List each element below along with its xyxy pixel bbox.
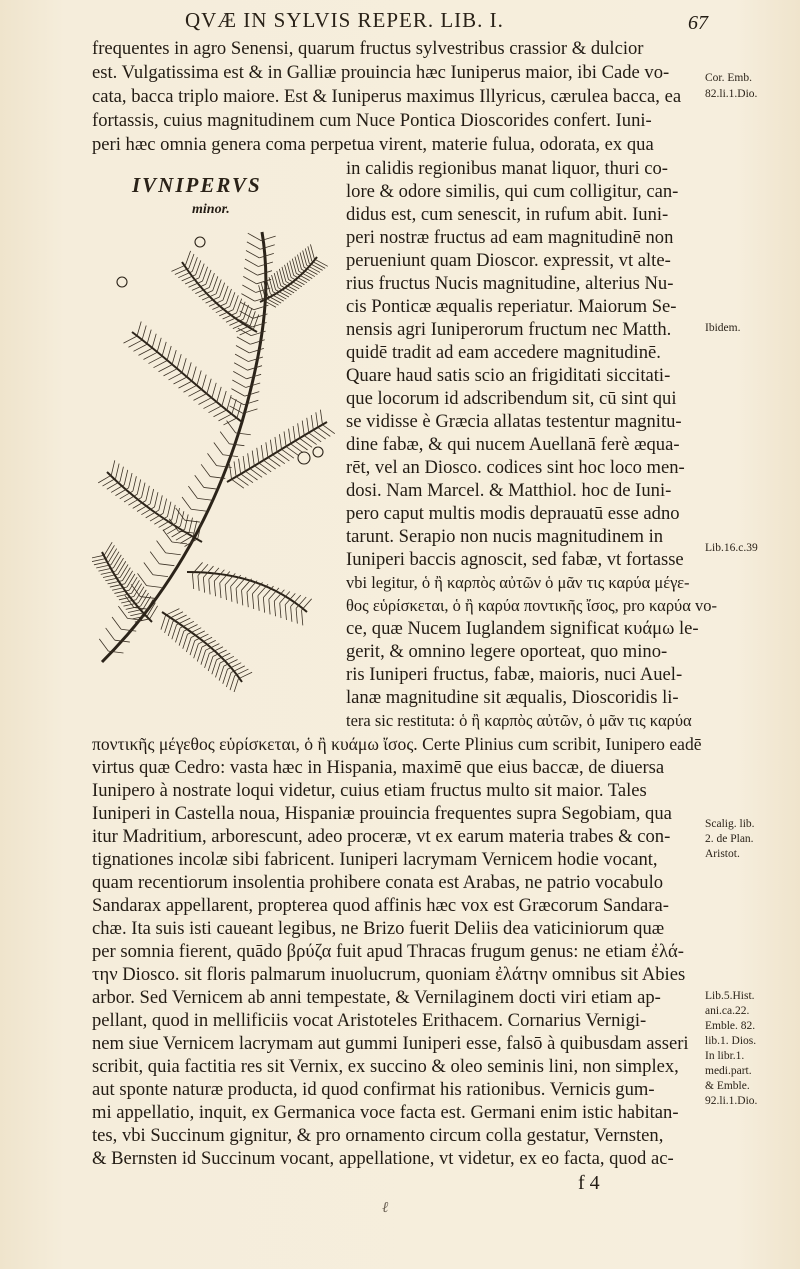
needle-stroke — [178, 381, 192, 388]
needle-stroke — [274, 601, 275, 616]
needle-stroke — [198, 576, 199, 591]
needle-stroke — [237, 299, 242, 313]
needle-stroke — [172, 625, 177, 639]
needle-stroke — [129, 577, 137, 590]
text-line: aut sponte naturæ producta, id quod confirmat his rationibus. Vernicis gum- — [92, 1079, 655, 1100]
margin-note: ani.ca.22. — [705, 1005, 750, 1017]
needle-stroke — [218, 414, 232, 421]
needle-stroke — [192, 257, 197, 271]
needle-stroke — [133, 476, 136, 491]
needle-stroke — [113, 555, 121, 568]
needle-stroke — [143, 352, 157, 359]
needle-stroke — [230, 676, 235, 690]
needle-stroke — [202, 267, 207, 281]
needle-stroke — [212, 660, 217, 674]
needle-stroke — [168, 373, 182, 380]
needle-stroke — [289, 429, 291, 444]
needle-stroke — [163, 499, 166, 514]
needle-stroke — [223, 669, 228, 683]
needle-stroke — [269, 599, 270, 614]
needle-stroke — [245, 392, 260, 397]
needle-stroke — [148, 357, 162, 364]
text-line: se vidisse è Græcia allatas testentur magnitu- — [346, 411, 682, 432]
needle-stroke — [128, 340, 142, 347]
needle-stroke — [188, 486, 197, 498]
needle-stroke — [179, 631, 184, 645]
needle-stroke — [203, 402, 217, 409]
needle-stroke — [157, 541, 166, 553]
needle-stroke — [144, 562, 153, 574]
text-line: lanæ magnitudine sit æqualis, Dioscoridis li- — [346, 687, 679, 708]
text-line: την Diosco. sit floris palmarum inuolucrum, quoniam ἐλάτην omnibus sit Abies — [92, 964, 686, 985]
illustration-subtitle: minor. — [192, 202, 230, 217]
needle-stroke — [226, 672, 231, 686]
needle-stroke — [242, 590, 243, 605]
needle-stroke — [197, 647, 202, 661]
needle-stroke — [167, 502, 170, 517]
text-line: Iuniperi baccis agnoscit, sed fabæ, vt fortasse — [346, 549, 684, 570]
text-line: vbi legitur, ὁ ἢ καρπὸς αὐτῶν ὁ μᾶν τις καρύα μέγε- — [346, 573, 690, 592]
needle-stroke — [226, 289, 231, 303]
needle-stroke — [207, 453, 216, 465]
text-line: dine fabæ, & qui nucem Auellanā ferè æqua- — [346, 434, 680, 455]
needle-stroke — [223, 418, 237, 425]
needle-stroke — [163, 369, 177, 376]
text-line: tes, vbi Succinum gignitur, & pro ornamento circum colla gestatur, Vernsten, — [92, 1125, 664, 1146]
needle-stroke — [168, 622, 173, 636]
needle-stroke — [291, 607, 292, 622]
needle-stroke — [316, 412, 318, 427]
text-line: peri nostræ fructus ad eam magnitudinē non — [346, 227, 674, 248]
needle-stroke — [241, 294, 254, 301]
needle-stroke — [172, 505, 175, 520]
text-line: quam recentiorum insolentia prohibere conata est Arabas, ne patrio vocabulo — [92, 872, 664, 893]
needle-stroke — [230, 406, 243, 413]
needle-stroke — [205, 653, 210, 667]
needle-stroke — [235, 354, 248, 361]
text-line: tignationes incolæ sibi fabricent. Iuniperi lacrymam Vernicem hodie vocant, — [92, 849, 658, 870]
needle-stroke — [147, 330, 151, 345]
needle-stroke — [201, 650, 206, 664]
needle-stroke — [275, 437, 277, 452]
needle-stroke — [266, 442, 268, 457]
margin-note: Scalig. lib. — [705, 818, 755, 830]
needle-stroke — [237, 337, 250, 344]
needle-stroke — [191, 509, 206, 511]
stray-ink-mark: ℓ — [382, 1200, 389, 1216]
needle-stroke — [185, 251, 190, 265]
needle-stroke — [94, 562, 109, 565]
needle-stroke — [284, 431, 286, 446]
text-line: cis Ponticæ æqualis reperiatur. Maiorum Se- — [346, 296, 677, 317]
text-line: Sandarax appellarent, propterea quod affinis hæc vox est Græcorum Sandara- — [92, 895, 669, 916]
text-line: ce, quæ Nucem Iuglandem significat κυάμω le- — [346, 618, 699, 639]
needle-stroke — [133, 344, 147, 351]
needle-stroke — [188, 389, 202, 396]
needle-stroke — [247, 242, 260, 249]
margin-note: Lib.16.c.39 — [705, 542, 758, 554]
needle-stroke — [231, 397, 244, 404]
text-line: perueniunt quam Dioscor. expressit, vt alte- — [346, 250, 671, 271]
margin-note: In libr.1. — [705, 1050, 745, 1062]
margin-note: 82.li.1.Dio. — [705, 88, 758, 100]
needle-stroke — [203, 577, 204, 592]
needle-stroke — [251, 331, 266, 336]
text-line: per somnia fierent, quādo βρύζα fuit apud Thracas frugum genus: ne etiam ἐλά- — [92, 941, 684, 962]
needle-stroke — [197, 371, 201, 386]
needle-stroke — [141, 593, 149, 606]
needle-stroke — [104, 542, 112, 555]
needle-stroke — [182, 497, 191, 509]
text-line: lore & odore similis, qui cum colligitur, can- — [346, 181, 679, 202]
needle-stroke — [234, 363, 247, 370]
needle-stroke — [243, 276, 256, 283]
needle-stroke — [208, 406, 222, 413]
needle-stroke — [183, 385, 197, 392]
needle-stroke — [190, 641, 195, 655]
margin-note: 92.li.1.Dio. — [705, 1095, 758, 1107]
text-line: Iunipero à nostrate loqui videtur, cuius etiam fructus multo sit maior. Tales — [92, 780, 647, 801]
needle-stroke — [198, 397, 212, 404]
needle-stroke — [212, 383, 216, 398]
needle-stroke — [166, 553, 181, 555]
needle-stroke — [106, 628, 115, 640]
text-line: scribit, quia factitia res sit Vernix, ex succino & oleo seminis lini, non simplex, — [92, 1056, 679, 1077]
needle-stroke — [298, 423, 300, 438]
text-line: pero caput multis modis deprauatū esse adno — [346, 503, 680, 524]
needle-stroke — [236, 588, 237, 603]
needle-stroke — [225, 585, 226, 600]
text-line: Iuniperi in Castella noua, Hispaniæ prouincia frequentes supra Segobiam, qua — [92, 803, 672, 824]
needle-stroke — [116, 558, 124, 571]
needle-stroke — [309, 263, 322, 270]
needle-stroke — [182, 358, 186, 373]
margin-note: Emble. 82. — [705, 1020, 756, 1032]
needle-stroke — [307, 265, 320, 272]
needle-stroke — [120, 467, 123, 482]
text-line: chæ. Ita suis isti caueant legibus, ne Brizo fuerit Deliis dea vaticiniorum quæ — [92, 918, 665, 939]
needle-stroke — [142, 326, 146, 341]
needle-stroke — [153, 361, 167, 368]
needle-stroke — [129, 473, 132, 488]
needle-stroke — [121, 629, 136, 631]
text-line: nem siue Vernicem lacrymam aut gummi Iuniperi esse, falsō à quibusdam asseri — [92, 1033, 689, 1054]
needle-stroke — [138, 590, 146, 603]
needle-stroke — [193, 393, 207, 400]
needle-stroke — [137, 321, 141, 336]
needle-stroke — [233, 371, 246, 378]
text-line: & Bernsten id Succinum vocant, appellatione, vt videtur, ex eo facta, quod ac- — [92, 1148, 674, 1169]
needle-stroke — [208, 657, 213, 671]
needle-stroke — [152, 334, 156, 349]
needle-stroke — [153, 575, 168, 577]
needle-stroke — [312, 261, 325, 268]
needle-stroke — [146, 486, 149, 501]
needle-stroke — [118, 606, 127, 618]
text-line: didus est, cum senescit, in rufum abit. Iuni- — [346, 204, 669, 225]
needle-stroke — [217, 387, 221, 402]
needle-stroke — [311, 415, 313, 430]
text-line: θος εὑρίσκεται, ὁ ἢ καρύα ποντικῆς ἴσος, pro καρύα vo- — [346, 596, 717, 615]
needle-stroke — [231, 587, 232, 602]
needle-stroke — [150, 552, 159, 564]
needle-stroke — [257, 448, 259, 463]
needle-stroke — [138, 348, 152, 355]
needle-stroke — [239, 459, 241, 474]
text-line: cata, bacca triplo maiore. Est & Iuniperus maximus Illyricus, cærulea bacca, ea — [92, 86, 682, 107]
needle-stroke — [263, 597, 264, 612]
needle-stroke — [214, 581, 215, 596]
needle-stroke — [252, 451, 254, 466]
running-head: QVÆ IN SYLVIS REPER. LIB. I. — [185, 8, 504, 32]
needle-stroke — [127, 574, 135, 587]
needle-stroke — [261, 445, 263, 460]
margin-note: Aristot. — [705, 848, 740, 860]
needle-stroke — [202, 375, 206, 390]
needle-stroke — [107, 545, 115, 558]
needle-stroke — [137, 479, 140, 494]
needle-stroke — [249, 348, 264, 353]
text-line: ris Iuniperi fructus, fabæ, maioris, nuci Auel- — [346, 664, 683, 685]
needle-stroke — [118, 561, 126, 574]
margin-note: 2. de Plan. — [705, 833, 754, 845]
text-line: rius fructus Nucis magnitudine, alterius Nu- — [346, 273, 674, 294]
needle-stroke — [242, 285, 255, 292]
needle-stroke — [280, 603, 281, 618]
needle-stroke — [123, 336, 137, 343]
text-line: frequentes in agro Senensi, quarum fructus sylvestribus crassior & dulcior — [92, 38, 644, 59]
needle-stroke — [185, 514, 188, 529]
needle-stroke — [232, 380, 245, 387]
illustration-title: IVNIPERVS — [132, 173, 262, 197]
needle-stroke — [260, 245, 275, 250]
text-line: quidē tradit ad eam accedere magnitudinē. — [346, 342, 661, 363]
needle-stroke — [229, 464, 231, 479]
needle-stroke — [209, 273, 214, 287]
needle-stroke — [167, 346, 171, 361]
needle-stroke — [197, 498, 212, 500]
needle-stroke — [122, 568, 130, 581]
needle-stroke — [232, 399, 236, 414]
needle-stroke — [92, 558, 107, 561]
needle-stroke — [320, 410, 322, 425]
needle-stroke — [157, 338, 161, 353]
needle-stroke — [195, 475, 204, 487]
needle-stroke — [120, 564, 128, 577]
needle-stroke — [234, 461, 236, 476]
needle-stroke — [194, 644, 199, 658]
text-line: virtus quæ Cedro: vasta hæc in Hispania, maximē que eius baccæ, de diuersa — [92, 757, 665, 778]
needle-stroke — [248, 233, 261, 240]
needle-stroke — [196, 260, 201, 274]
needle-stroke — [206, 270, 211, 284]
needle-stroke — [214, 442, 223, 454]
needle-stroke — [268, 296, 281, 303]
text-line: que locorum id adscribendum sit, cū sint qui — [346, 388, 677, 409]
needle-stroke — [233, 295, 238, 309]
needle-stroke — [302, 421, 304, 436]
needle-stroke — [230, 292, 235, 306]
text-line: itur Madritium, arborescunt, adeo proceræ, vt ex earum materia trabes & con- — [92, 826, 671, 847]
needle-stroke — [207, 379, 211, 394]
needle-stroke — [243, 305, 248, 319]
text-line: Quare haud satis scio an frigiditati siccitati- — [346, 365, 671, 386]
needle-stroke — [177, 354, 181, 369]
needle-stroke — [99, 639, 108, 651]
needle-stroke — [229, 444, 244, 446]
margin-note: medi.part. — [705, 1065, 752, 1077]
text-line: gerit, & omnino legere oporteat, quo mino- — [346, 641, 668, 662]
text-line: tarunt. Serapio non nucis magnitudinem in — [346, 526, 664, 547]
needle-stroke — [116, 464, 119, 479]
text-line: tera sic restituta: ὁ ἢ καρπὸς αὐτῶν, ὁ μᾶν τις καρύα — [346, 711, 692, 730]
margin-note: lib.1. Dios. — [705, 1035, 757, 1047]
needle-stroke — [147, 586, 162, 588]
juniper-woodcut-illustration — [92, 222, 342, 692]
needle-stroke — [213, 276, 218, 290]
needle-stroke — [314, 259, 327, 266]
needle-stroke — [216, 279, 221, 293]
page-number: 67 — [688, 12, 708, 34]
needle-stroke — [150, 489, 153, 504]
text-line: in calidis regionibus manat liquor, thuri co- — [346, 158, 668, 179]
text-line: est. Vulgatissima est & in Galliæ prouincia hæc Iuniperus maior, ibi Cade vo- — [92, 62, 670, 83]
needle-stroke — [307, 418, 309, 433]
needle-stroke — [158, 365, 172, 372]
needle-stroke — [109, 549, 117, 562]
needle-stroke — [296, 608, 297, 623]
needle-stroke — [243, 456, 245, 471]
text-line: peri hæc omnia genera coma perpetua virent, materie fulua, odorata, ex qua — [92, 134, 654, 155]
needle-stroke — [220, 432, 229, 444]
needle-stroke — [285, 605, 286, 620]
needle-stroke — [186, 637, 191, 651]
needle-stroke — [247, 592, 248, 607]
needle-stroke — [189, 518, 192, 533]
text-line: nensis agri Iuniperorum fructum nec Matth. — [346, 319, 672, 340]
text-line: rēt, vel an Diosco. codices sint hoc loco men- — [346, 457, 685, 478]
needle-stroke — [279, 434, 281, 449]
needle-stroke — [265, 298, 278, 305]
needle-stroke — [162, 342, 166, 357]
margin-note: Cor. Emb. — [705, 72, 752, 84]
needle-stroke — [245, 259, 258, 266]
needle-stroke — [248, 453, 250, 468]
needle-stroke — [199, 264, 204, 278]
needle-stroke — [161, 615, 166, 629]
needle-stroke — [222, 391, 226, 406]
needle-stroke — [259, 253, 274, 258]
needle-stroke — [134, 607, 149, 609]
needle-stroke — [192, 366, 196, 381]
needle-stroke — [244, 268, 257, 275]
needle-stroke — [250, 311, 255, 325]
signature-mark: f 4 — [578, 1172, 600, 1194]
needle-stroke — [192, 574, 193, 589]
needle-stroke — [201, 464, 210, 476]
margin-note: & Emble. — [705, 1080, 750, 1092]
needle-stroke — [220, 283, 225, 297]
needle-stroke — [252, 594, 253, 609]
needle-stroke — [183, 634, 188, 648]
needle-stroke — [124, 470, 127, 485]
needle-stroke — [302, 610, 303, 625]
needle-stroke — [172, 350, 176, 365]
needle-stroke — [270, 294, 283, 301]
needle-stroke — [220, 583, 221, 598]
needle-stroke — [189, 254, 194, 268]
needle-stroke — [173, 377, 187, 384]
margin-note: Lib.5.Hist. — [705, 990, 755, 1002]
needle-stroke — [219, 666, 224, 680]
text-line: ποντικῆς μέγεθος εὑρίσκεται, ὁ ἢ κυάμω ἴσος. Certe Plinius cum scribit, Iunipero eadē — [92, 734, 702, 754]
text-line: dosi. Nam Marcel. & Matthiol. hoc de Iuni- — [346, 480, 672, 501]
needle-stroke — [254, 314, 259, 328]
needle-stroke — [175, 628, 180, 642]
needle-stroke — [111, 552, 119, 565]
needle-stroke — [165, 618, 170, 632]
needle-stroke — [236, 345, 249, 352]
text-line: fortassis, cuius magnitudinem cum Nuce Pontica Dioscorides confert. Iuni- — [92, 110, 652, 131]
needle-stroke — [111, 460, 114, 475]
margin-note: Ibidem. — [705, 322, 741, 334]
needle-stroke — [155, 492, 158, 507]
needle-stroke — [92, 555, 104, 558]
needle-stroke — [246, 250, 259, 257]
text-line: mi appellatio, inquit, ex Germanica voce facta est. Germani enim istic habitan- — [92, 1102, 679, 1123]
needle-stroke — [159, 564, 174, 566]
needle-stroke — [187, 362, 191, 377]
needle-stroke — [293, 426, 295, 441]
needle-stroke — [258, 596, 259, 611]
needle-stroke — [231, 389, 244, 396]
needle-stroke — [112, 617, 121, 629]
needle-stroke — [159, 495, 162, 510]
needle-stroke — [223, 286, 228, 300]
needle-stroke — [250, 340, 265, 345]
needle-stroke — [234, 679, 239, 692]
needle-stroke — [215, 663, 220, 677]
text-line: arbor. Sed Vernicem ab anni tempestate, & Vernilaginem docti viri etiam ap- — [92, 987, 661, 1008]
needle-stroke — [270, 440, 272, 455]
needle-stroke — [213, 410, 227, 417]
text-line: pellant, quod in mellificiis vocat Aristoteles Erithacem. Cornarius Vernigi- — [92, 1010, 647, 1031]
needle-stroke — [142, 483, 145, 498]
needle-stroke — [209, 579, 210, 594]
needle-stroke — [172, 542, 187, 544]
needle-stroke — [227, 395, 231, 410]
needle-stroke — [125, 571, 133, 584]
